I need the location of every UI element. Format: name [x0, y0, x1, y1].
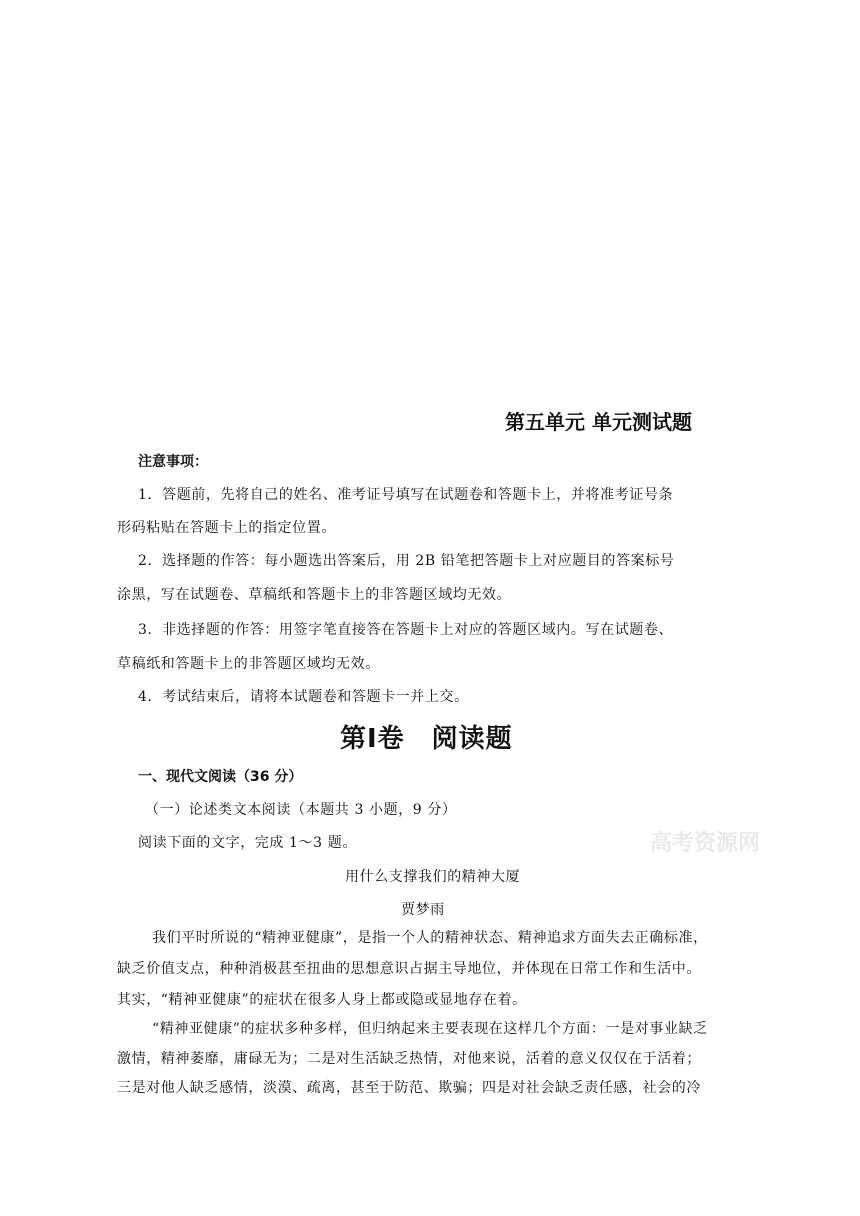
notice-line: 4．考试结束后，请将本试题卷和答题卡一并上交。: [138, 689, 469, 705]
article-author: 贾梦雨: [401, 902, 445, 918]
notice-line: 2．选择题的作答：每小题选出答案后，用 2B 铅笔把答题卡上对应题目的答案标号: [138, 553, 675, 569]
article-paragraph-line: 三是对他人缺乏感情，淡漠、疏离，甚至于防范、欺骗；四是对社会缺乏责任感，社会的冷: [117, 1080, 701, 1096]
article-title: 用什么支撑我们的精神大厦: [345, 869, 521, 885]
article-paragraph-line: 缺乏价值支点，种种消极甚至扭曲的思想意识占据主导地位，并体现在日常工作和生活中。: [117, 961, 701, 977]
article-paragraph-line: 其实，“精神亚健康”的症状在很多人身上都或隐或显地存在着。: [117, 992, 527, 1008]
section-heading: 一、现代文阅读（36 分）: [138, 769, 303, 785]
part-title: 第Ⅰ卷 阅读题: [340, 724, 513, 754]
instruction-text: 阅读下面的文字，完成 1～3 题。: [138, 835, 357, 851]
notice-line: 形码粘贴在答题卡上的指定位置。: [117, 520, 336, 536]
notice-line: 草稿纸和答题卡上的非答题区域均无效。: [117, 656, 380, 672]
notice-line: 1．答题前，先将自己的姓名、准考证号填写在试题卷和答题卡上，并将准考证号条: [138, 487, 674, 503]
article-paragraph-line: 激情，精神萎靡，庸碌无为；二是对生活缺乏热情，对他来说，活着的意义仅仅在于活着；: [117, 1051, 701, 1067]
document-title: 第五单元 单元测试题: [505, 410, 692, 434]
subsection-heading: （一）论述类文本阅读（本题共 3 小题，9 分）: [145, 802, 457, 818]
article-paragraph-line: “精神亚健康”的症状多种多样，但归纳起来主要表现在这样几个方面：一是对事业缺乏: [152, 1021, 708, 1037]
notice-header: 注意事项：: [138, 454, 208, 470]
article-paragraph-line: 我们平时所说的“精神亚健康”，是指一个人的精神状态、精神追求方面失去正确标准，: [152, 930, 708, 946]
watermark: 高考资源网: [650, 831, 761, 856]
notice-line: 涂黑，写在试题卷、草稿纸和答题卡上的非答题区域均无效。: [117, 587, 512, 603]
notice-line: 3．非选择题的作答：用签字笔直接答在答题卡上对应的答题区域内。写在试题卷、: [138, 622, 674, 638]
